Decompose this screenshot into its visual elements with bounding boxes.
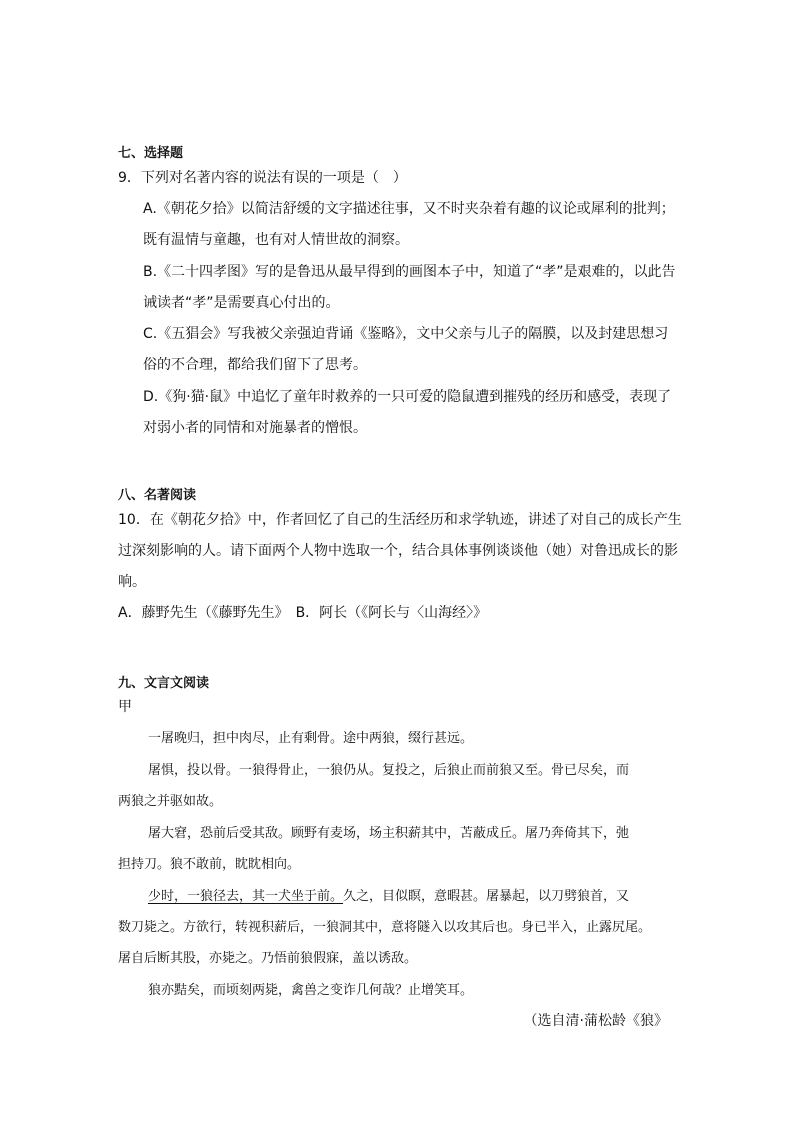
passage-p2-line1: 屠惧，投以骨。一狼得骨止，一狼仍从。复投之，后狼止而前狼又至。骨已尽矣，而 [148, 763, 630, 778]
passage-p3-line1: 屠大窘，恐前后受其敌。顾野有麦场，场主积薪其中，苫蔽成丘。屠乃奔倚其下，弛 [148, 826, 630, 841]
passage-p4-line2: 数刀毙之。方欲行，转视积薪后，一狼洞其中，意将隧入以攻其后也。身已半入，止露尻尾。 [118, 920, 652, 935]
passage-source: （选自清·蒲松龄《狼》 [523, 1013, 668, 1029]
option-c-line2: 俗的不合理，都给我们留下了思考。 [143, 357, 367, 373]
passage-p5: 狼亦黠矣，而顷刻两毙，禽兽之变诈几何哉？止增笑耳。 [148, 983, 474, 998]
passage-p3-line2: 担持刀。狼不敢前，眈眈相向。 [118, 857, 301, 872]
option-a-line2: 既有温情与童趣，也有对人情世故的洞察。 [143, 232, 409, 248]
option-a-line1: A.《朝花夕拾》以简洁舒缓的文字描述往事，又不时夹杂着有趣的议论或犀利的批判； [143, 201, 675, 217]
option-d-line2: 对弱小者的同情和对施暴者的憎恨。 [143, 420, 367, 436]
section-8-title: 八、名著阅读 [118, 488, 197, 503]
passage-p2-line2: 两狼之并驱如故。 [118, 794, 223, 809]
passage-label: 甲 [118, 699, 132, 715]
section-9-title: 九、文言文阅读 [118, 676, 210, 691]
question-10-line1: 10．在《朝花夕拾》中，作者回忆了自己的生活经历和求学轨迹，讲述了对自己的成长产生 [118, 512, 682, 528]
passage-p4-line1-rest: 久之，目似瞑，意暇甚。屠暴起，以刀劈狼首，又 [343, 889, 630, 904]
underlined-sentence: 少时，一狼径去，其一犬坐于前。 [148, 889, 344, 904]
option-c-line1: C.《五猖会》写我被父亲强迫背诵《鉴略》，文中父亲与儿子的隔膜，以及封建思想习 [143, 326, 669, 342]
question-10-line2: 过深刻影响的人。请下面两个人物中选取一个，结合具体事例谈谈他（她）对鲁迅成长的影 [118, 543, 678, 559]
option-d-line1: D.《狗·猫·鼠》中追忆了童年时救养的一只可爱的隐鼠遭到摧残的经历和感受，表现了 [143, 389, 672, 405]
passage-p4-line1 [148, 885, 629, 904]
section-7-title: 七、选择题 [118, 146, 184, 161]
question-9: 9．下列对名著内容的说法有误的一项是（ ） [118, 170, 407, 186]
question-10-line3: 响。 [118, 574, 146, 590]
passage-p1: 一屠晚归，担中肉尽，止有剩骨。途中两狼，缀行甚远。 [148, 731, 474, 746]
option-b-line2: 诫读者“孝”是需要真心付出的。 [143, 295, 340, 311]
passage-p4-line3: 屠自后断其股，亦毙之。乃悟前狼假寐，盖以诱敌。 [118, 951, 418, 966]
question-10-choices: A．藤野先生（《藤野先生》 B．阿长（《阿长与〈山海经〉》 [118, 605, 488, 621]
option-b-line1: B.《二十四孝图》写的是鲁迅从最早得到的画图本子中，知道了“孝”是艰难的，以此告 [143, 264, 676, 280]
